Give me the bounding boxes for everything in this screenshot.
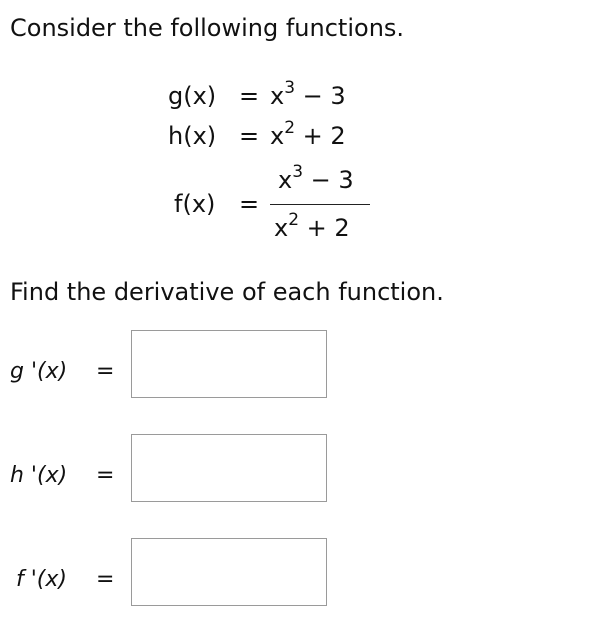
h-base: x [270,122,285,150]
prompt-text: Find the derivative of each function. [10,278,444,306]
f-den-base: x [274,214,289,242]
h-function-rhs [270,118,346,153]
h-derivative-label: h '(x) [10,463,68,488]
f-function-lhs: f(x) [174,190,216,218]
h-function-lhs: h(x) [168,122,217,150]
g-derivative-equals: = [96,359,115,384]
intro-text: Consider the following functions. [10,14,405,42]
g-base: x [270,82,285,110]
h-exponent: 2 [284,118,296,138]
h-derivative-input[interactable] [131,434,327,502]
f-numerator [278,162,354,197]
f-derivative-equals: = [96,567,115,592]
f-num-exponent: 3 [292,162,304,182]
g-function-equals: = [239,82,260,110]
h-rest: + 2 [295,122,346,150]
g-rest: − 3 [295,82,346,110]
f-den-exponent: 2 [288,210,300,230]
fraction-bar [270,204,370,205]
f-derivative-input[interactable] [131,538,327,606]
f-denominator [274,210,350,245]
f-num-base: x [278,166,293,194]
f-derivative-label: f '(x) [16,567,67,592]
g-derivative-input[interactable] [131,330,327,398]
g-function-lhs: g(x) [168,82,217,110]
g-derivative-label: g '(x) [10,359,68,384]
h-derivative-equals: = [96,463,115,488]
g-exponent: 3 [284,78,296,98]
h-function-equals: = [239,122,260,150]
f-function-equals: = [239,190,260,218]
f-num-rest: − 3 [303,166,354,194]
g-function-rhs [270,78,346,113]
f-den-rest: + 2 [299,214,350,242]
